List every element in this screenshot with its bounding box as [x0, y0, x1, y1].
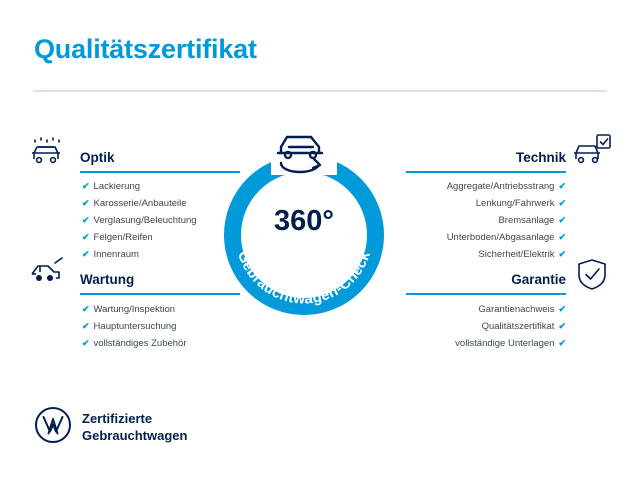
car-wash-icon — [28, 133, 68, 172]
check-icon: ✔ — [82, 321, 90, 331]
list-item — [82, 215, 197, 226]
list-item — [447, 232, 566, 243]
list-item-label: Felgen/Reifen — [93, 232, 153, 243]
list-item — [482, 321, 566, 332]
check-icon: ✔ — [82, 304, 90, 314]
section-heading-garantie: Garantie — [511, 272, 566, 287]
section-divider-technik — [406, 171, 566, 173]
list-item-label: Hauptuntersuchung — [93, 321, 177, 332]
section-divider-garantie — [406, 293, 566, 295]
list-item-label: vollständige Unterlagen — [455, 338, 555, 349]
check-icon: ✔ — [82, 232, 90, 242]
list-item — [82, 321, 176, 332]
check-icon: ✔ — [82, 249, 90, 259]
list-item-label: Wartung/Inspektion — [93, 304, 176, 315]
360-check-badge — [224, 155, 384, 315]
list-item-label: Bremsanlage — [498, 215, 555, 226]
list-item-label: Verglasung/Beleuchtung — [93, 215, 197, 226]
list-item — [82, 232, 153, 243]
page-title: Qualitätszertifikat — [34, 34, 257, 64]
list-item-label: Sicherheit/Elektrik — [478, 249, 555, 260]
list-item-label: vollständiges Zubehör — [93, 338, 187, 349]
check-icon: ✔ — [82, 215, 90, 225]
section-heading-optik: Optik — [80, 150, 115, 165]
check-icon: ✔ — [558, 249, 566, 259]
footer-line-2: Gebrauchtwagen — [82, 428, 188, 443]
list-item-label: Lenkung/Fahrwerk — [475, 198, 555, 209]
footer-brand-text — [82, 410, 187, 444]
check-icon: ✔ — [82, 338, 90, 348]
list-item — [82, 181, 140, 192]
list-item — [455, 338, 566, 349]
check-icon: ✔ — [558, 321, 566, 331]
check-icon: ✔ — [82, 198, 90, 208]
svg-text:Gebrauchtwagen-Check: Gebrauchtwagen-Check — [233, 248, 374, 308]
list-item — [82, 249, 139, 260]
check-icon: ✔ — [82, 181, 90, 191]
list-item-label: Qualitätszertifikat — [481, 321, 555, 332]
badge-number: 360° — [274, 205, 334, 237]
check-icon: ✔ — [558, 338, 566, 348]
section-divider-wartung — [80, 293, 240, 295]
list-item-label: Unterboden/Abgasanlage — [446, 232, 555, 243]
list-item — [478, 304, 566, 315]
list-item — [82, 338, 187, 349]
shield-check-icon — [576, 258, 610, 297]
list-item-label: Lackierung — [93, 181, 141, 192]
section-divider-optik — [80, 171, 240, 173]
list-item — [476, 198, 566, 209]
section-heading-wartung: Wartung — [80, 272, 135, 287]
list-item-label: Aggregate/Antriebsstrang — [446, 181, 555, 192]
footer-line-1: Zertifizierte — [82, 411, 153, 426]
check-icon: ✔ — [558, 215, 566, 225]
service-cart-icon — [28, 256, 70, 291]
list-item — [447, 181, 566, 192]
car-360-icon — [267, 127, 341, 186]
list-item-label: Innenraum — [93, 249, 139, 260]
car-check-icon — [572, 133, 612, 172]
vw-logo-icon — [34, 406, 72, 449]
list-item — [82, 304, 175, 315]
title-divider — [34, 90, 606, 92]
list-item-label: Garantienachweis — [478, 304, 555, 315]
list-item — [498, 215, 566, 226]
check-icon: ✔ — [558, 232, 566, 242]
list-item-label: Karosserie/Anbauteile — [93, 198, 187, 209]
list-item — [82, 198, 187, 209]
check-icon: ✔ — [558, 304, 566, 314]
check-icon: ✔ — [558, 198, 566, 208]
section-heading-technik: Technik — [515, 150, 566, 165]
list-item — [478, 249, 566, 260]
check-icon: ✔ — [558, 181, 566, 191]
